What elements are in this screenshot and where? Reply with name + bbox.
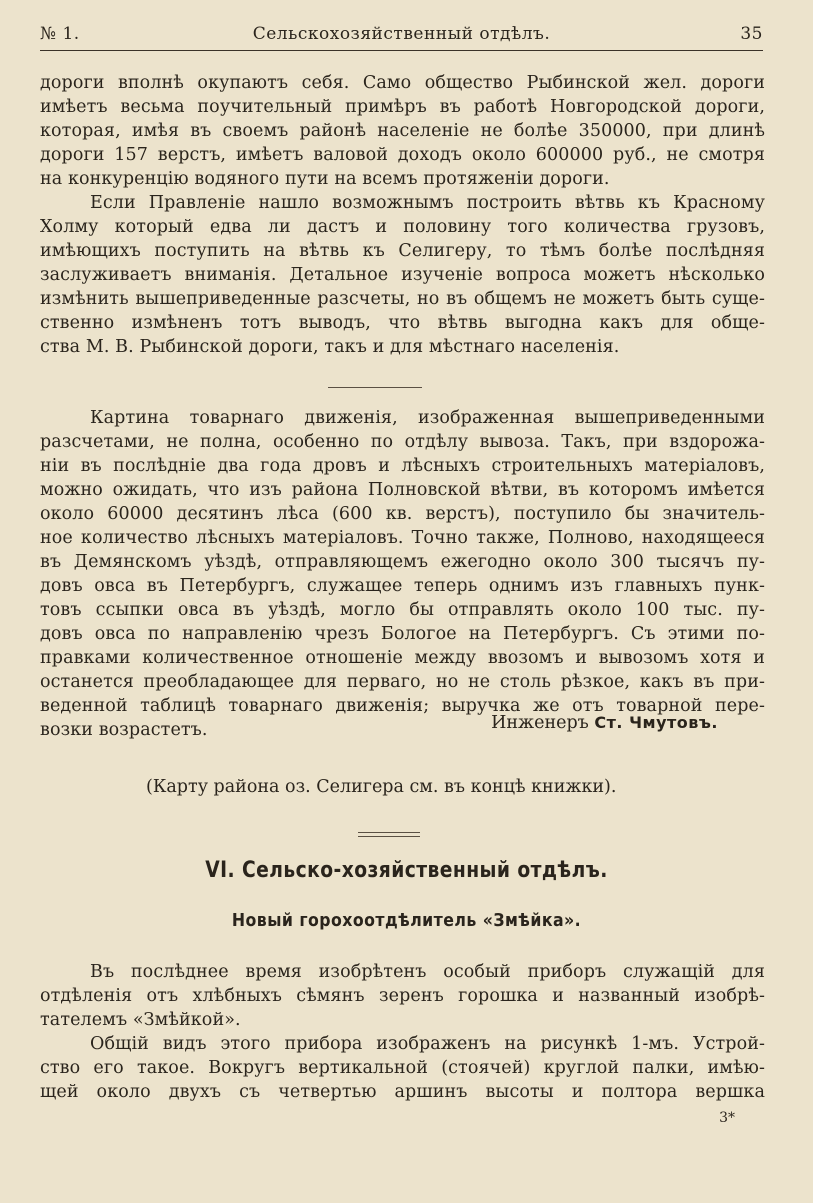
text-line: заслуживаетъ вниманія. Детальное изученіе вопроса можетъ нѣсколько [40,265,765,285]
text-line: разсчетами, не полна, особенно по отдѣлу вывоза. Такъ, при вздорожа- [40,432,765,452]
text-line: въ Демянскомъ уѣздѣ, отправляющемъ ежегодно около 300 тысячъ пу- [40,552,765,572]
text-line: имѣющихъ поступить на вѣтвь къ Селигеру, то тѣмъ болѣе послѣдняя [40,241,765,261]
text-line: можно ожидать, что изъ района Полновской вѣтви, въ которомъ имѣется [40,480,765,500]
header-title: Сельскохозяйственный отдѣлъ. [252,24,551,44]
text-line: Холму который едва ли дастъ и половину того количества грузовъ, [40,217,765,237]
double-rule-top [358,832,420,833]
article-continuation [40,71,765,359]
text-line: правками количественное отношеніе между ввозомъ и вывозомъ хотя и [40,648,765,668]
text-line: довъ овса въ Петербургъ, служащее теперь однимъ изъ главныхъ пунк- [40,576,765,596]
text-line: ное количество лѣсныхъ матеріаловъ. Точно также, Полново, находящееся [40,528,765,548]
subsection-title: Новый горохоотдѣлитель «Змѣйка». [231,911,582,931]
author-signature [491,711,718,735]
text-line: Общій видъ этого прибора изображенъ на рисункѣ 1-мъ. Устрой- [90,1034,765,1054]
text-line: товъ ссыпки овса въ уѣздѣ, могло бы отправлять около 100 тыс. пу- [40,600,765,620]
author-name: Ст. Чмутовъ. [594,713,718,732]
text-line: Картина товарнаго движенія, изображенная вышеприведенными [90,408,765,428]
text-line: Если Правленіе нашло возможнымъ построить вѣтвь къ Красному [90,193,765,213]
text-line: возки возрастетъ. [40,720,208,740]
section-separator [328,387,422,388]
text-line: веденной таблицѣ товарнаго движенія; выручка же отъ товарной пере- [40,696,765,716]
text-line: ства М. В. Рыбинской дороги, такъ и для мѣстнаго населенія. [40,337,620,357]
text-line: ственно измѣненъ тотъ выводъ, что вѣтвь выгодна какъ для обще- [40,313,765,333]
page-number: 35 [740,24,763,44]
text-line: около 60000 десятинъ лѣса (600 кв. верстъ), поступило бы значитель- [40,504,765,524]
text-line: на конкуренцію водяного пути на всемъ протяженіи дороги. [40,169,610,189]
text-line: ніи въ послѣдніе два года дровъ и лѣсныхъ строительныхъ матеріаловъ, [40,456,765,476]
section-title: VI. Сельско-хозяйственный отдѣлъ. [205,858,608,883]
signature-mark: 3* [719,1110,735,1126]
text-line: отдѣленія отъ хлѣбныхъ сѣмянъ зеренъ горошка и названный изобрѣ- [40,986,765,1006]
author-title: Инженеръ [491,713,589,733]
text-line: измѣнить вышеприведенные разсчеты, но въ общемъ не можетъ быть суще- [40,289,765,309]
text-line: щей около двухъ съ четвертью аршинъ высоты и полтора вершка [40,1082,765,1102]
text-line: останется преобладающее для перваго, но не столь рѣзкое, какъ въ при- [40,672,765,692]
text-line: ство его такое. Вокругъ вертикальной (стоячей) круглой палки, имѣю- [40,1058,765,1078]
text-line: дороги 157 верстъ, имѣетъ валовой доходъ около 600000 руб., не смотря [40,145,765,165]
text-line: имѣетъ весьма поучительный примѣръ въ работѣ Новгородской дороги, [40,97,765,117]
text-line: довъ овса по направленію чрезъ Бологое на Петербургъ. Съ этими по- [40,624,765,644]
new-article [40,960,765,1104]
header-rule [40,50,763,51]
double-rule-bottom [358,836,420,837]
map-note: (Карту района оз. Селигера см. въ концѣ книжки). [146,777,617,797]
issue-number: № 1. [40,24,80,44]
text-line: Въ послѣднее время изобрѣтенъ особый приборъ служащій для [90,962,765,982]
text-line: дороги вполнѣ окупаютъ себя. Само общество Рыбинской жел. дороги [40,73,765,93]
text-line: тателемъ «Змѣйкой». [40,1010,241,1030]
running-header [40,24,763,48]
addendum-paragraph [40,406,765,742]
text-line: которая, имѣя въ своемъ районѣ населеніе не болѣе 350000, при длинѣ [40,121,765,141]
